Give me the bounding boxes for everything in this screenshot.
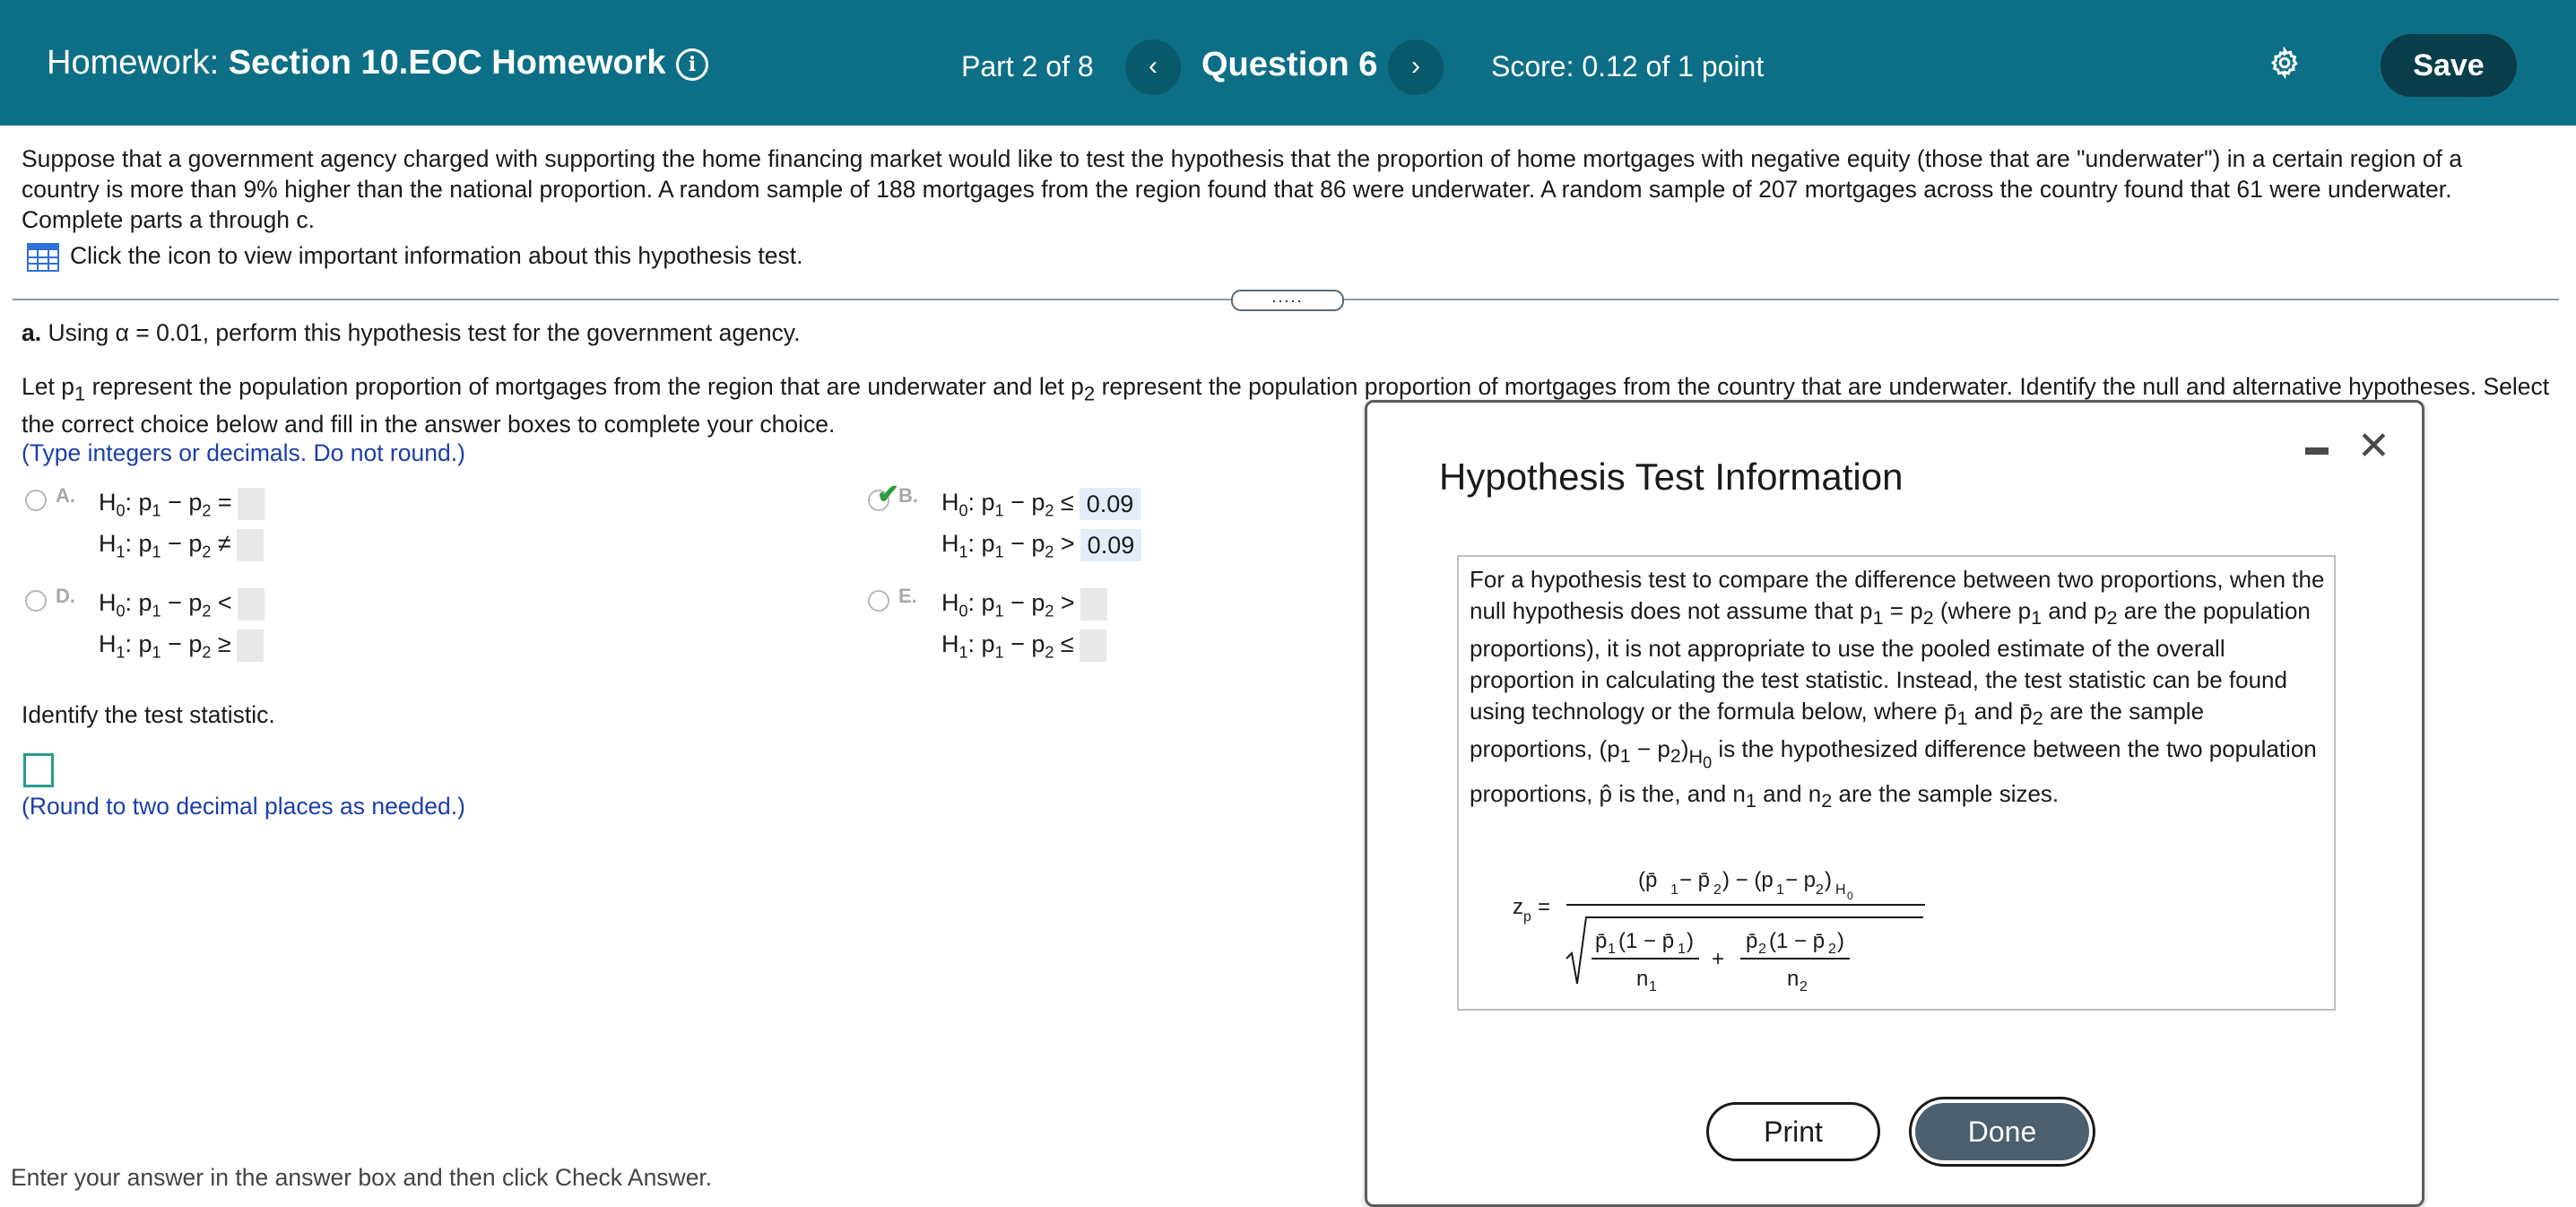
body-6: and p̄ — [1967, 698, 2033, 725]
close-icon[interactable]: ✕ — [2357, 424, 2390, 468]
test-statistic-input[interactable] — [23, 753, 54, 787]
choice-d-h0: $H_0$: $p_1 - p_2$ < — [99, 585, 265, 629]
choice-e-h0-op: > — [1060, 589, 1075, 616]
homework-prefix: Homework: — [47, 44, 220, 82]
svg-text:− p̄: − p̄ — [1679, 868, 1711, 892]
choice-e-h1-box[interactable] — [1080, 630, 1106, 662]
next-question-button[interactable]: › — [1388, 39, 1444, 95]
table-icon[interactable] — [27, 243, 59, 272]
choice-b-h1: $H_1$: $p_1 - p_2 > 0.09$ — [941, 525, 1141, 569]
radio-e[interactable] — [868, 590, 889, 612]
let-text-3: represent the population proportion of mortgages from the country that are underwater. Identify the null and alternative hypotheses. Select the correct choice below and fill in the answer boxes to complete your choice. — [22, 373, 2550, 439]
body-7: are the sample proportions, — [1470, 698, 2205, 763]
let-text-2: represent the population proportion of mortgages from the region that are underwater and let p — [85, 373, 1084, 400]
svg-text:): ) — [1687, 929, 1694, 953]
print-button[interactable]: Print — [1706, 1102, 1880, 1161]
choice-a-h0: $H_0$: $p_1 - p_2$ = — [99, 484, 265, 528]
svg-text:2: 2 — [1816, 882, 1824, 898]
svg-text:(1 − p̄: (1 − p̄ — [1618, 929, 1675, 953]
svg-text:2: 2 — [1713, 882, 1722, 898]
info-text: For a hypothesis test to compare the difference between two proportions, when the null hypothesis does not assume that $p_1 = p_2$ (where $p_1$ and $p_2$ are the population proportions), it is not appropriate to use the pooled estimate of the overall proportion in calculating the test statistic. Instead, the test statistic can be found using technology or the formula below, where $p̄_1$ and $p̄_2$ are the sample proportions, $(p_1 - p_2)_{H_0}$ is the hypothesized difference between the two population proportions, p̂ is the, and $n_1$ and $n_2$ are the sample sizes. — [1470, 566, 2325, 812]
round-hint: (Round to two decimal places as needed.) — [22, 793, 465, 820]
choice-e-label: E. — [898, 585, 917, 607]
body-4: and p — [2042, 597, 2107, 624]
choice-b-label: B. — [898, 484, 918, 507]
question-number: Question 6 — [1201, 46, 1378, 83]
top-header — [0, 0, 2576, 126]
homework-title — [47, 41, 666, 84]
choice-a-label: A. — [56, 484, 75, 507]
svg-text:1: 1 — [1608, 942, 1616, 957]
body-9: and n — [1756, 779, 1822, 807]
svg-text:1: 1 — [1678, 942, 1686, 957]
prev-question-button[interactable]: ‹ — [1125, 39, 1181, 95]
choice-b-h0-op: ≤ — [1060, 489, 1074, 516]
svg-text:p̄: p̄ — [1746, 929, 1758, 953]
body-8: is the hypothesized difference between the two population proportions, p̂ is the, and n — [1470, 735, 2317, 807]
svg-text:0: 0 — [1847, 890, 1853, 902]
choice-e-h0: $H_0$: $p_1 - p_2$ > — [941, 585, 1107, 629]
hypothesis-info-dialog — [1365, 400, 2424, 1207]
svg-text:H: H — [1835, 882, 1846, 898]
identify-test-statistic: Identify the test statistic. — [22, 701, 275, 728]
info-box — [1457, 555, 2336, 1011]
svg-text:p̄: p̄ — [1595, 929, 1608, 953]
svg-text:1: 1 — [1649, 979, 1657, 994]
problem-statement: Suppose that a government agency charged with supporting the home financing market would like to test the hypothesis that the proportion of home mortgages with negative equity (those that are "underwater") in a certain region of a country is more than 9% higher than the national proportion. A random sample of 188 mortgages from the region found that 86 were underwater. A random sample of 207 mortgages across the country found that 61 were underwater. Complete parts a through c. — [22, 145, 2462, 233]
done-label[interactable]: Done — [1915, 1103, 2089, 1160]
choice-d-h1-op: ≥ — [217, 630, 231, 657]
z-formula — [1513, 842, 1943, 994]
choice-a-h0-box[interactable] — [238, 488, 265, 520]
choice-b-h0: $H_0$: $p_1 - p_2 \le 0.09$ — [941, 484, 1141, 528]
dialog-title: Hypothesis Test Information — [1439, 456, 1904, 498]
choice-d-h1: $H_1$: $p_1 - p_2$ ≥ — [99, 626, 264, 670]
body-2: = p — [1883, 597, 1923, 624]
choice-a-h1-box[interactable] — [237, 529, 264, 561]
svg-text:2: 2 — [1758, 942, 1766, 957]
choice-d-h0-box[interactable] — [238, 588, 265, 621]
svg-text:) − (p: ) − (p — [1722, 868, 1774, 892]
svg-text:2: 2 — [1800, 979, 1808, 994]
resize-handle[interactable]: ..... — [1231, 290, 1344, 311]
radio-a[interactable] — [25, 490, 47, 511]
svg-text:n: n — [1636, 967, 1649, 991]
choice-e-h1-op: ≤ — [1060, 630, 1074, 657]
done-button[interactable] — [1909, 1097, 2095, 1167]
choice-e-h0-box[interactable] — [1080, 588, 1107, 621]
part-a-text: Using α = 0.01, perform this hypothesis test for the government agency. — [48, 319, 801, 346]
part-a-label: a. — [22, 319, 42, 346]
save-button[interactable]: Save — [2381, 34, 2517, 97]
footer-instructions: Enter your answer in the answer box and then click Check Answer. — [11, 1164, 713, 1191]
svg-text:=: = — [1538, 895, 1551, 919]
part-a-prompt — [22, 317, 800, 348]
radio-d[interactable] — [25, 590, 47, 612]
minimize-icon[interactable] — [2305, 447, 2329, 455]
svg-text:1: 1 — [1776, 882, 1784, 898]
let-p-instructions: Let $p_1$ represent the population proportion of mortgages from the region that are underwater and let $p_2$ represent the population proportion of mortgages from the country that are underwater. Identify the null and alternative hypotheses. Select the correct choice below and fill in the answer boxes to complete your choice. — [22, 373, 2550, 439]
body-5: are the population proportions), it is not appropriate to use the pooled estimate of the overall proportion in calculating the test statistic. Instead, the test statistic can be found using technology or the formula below, where p̄ — [1470, 597, 2311, 725]
info-link[interactable] — [27, 240, 802, 271]
body-3: (where p — [1933, 597, 2032, 624]
choice-a-h0-op: = — [217, 489, 232, 516]
score-text: Score: 0.12 of 1 point — [1491, 50, 1765, 82]
choice-b-h1-box[interactable]: 0.09 — [1080, 529, 1142, 561]
body-10: are the sample sizes. — [1832, 779, 2060, 807]
settings-gear-icon[interactable] — [2268, 47, 2301, 79]
svg-text:): ) — [1837, 929, 1844, 953]
svg-text:+: + — [1712, 947, 1725, 971]
choice-a-h1: $H_1$: $p_1 - p_2$ ≠ — [99, 525, 264, 569]
svg-text:n: n — [1787, 967, 1800, 991]
choice-d-h1-box[interactable] — [237, 630, 264, 662]
let-text-1: Let p — [22, 373, 74, 400]
svg-text:2: 2 — [1828, 942, 1836, 957]
choice-d-label: D. — [56, 585, 75, 607]
choice-a-h1-op: ≠ — [217, 530, 231, 557]
part-indicator: Part 2 of 8 — [961, 50, 1094, 82]
choice-b-h0-box[interactable]: 0.09 — [1080, 488, 1141, 520]
choice-e-h1: $H_1$: $p_1 - p_2$ ≤ — [941, 626, 1106, 670]
body-1: For a hypothesis test to compare the difference between two proportions, when the null hypothesis does not assume that p — [1470, 566, 2325, 624]
choice-b-h1-op: > — [1060, 530, 1075, 557]
svg-text:z: z — [1513, 895, 1523, 919]
svg-text:(1 − p̄: (1 − p̄ — [1769, 929, 1826, 953]
svg-text:p: p — [1523, 909, 1531, 925]
homework-name: Section 10.EOC Homework — [228, 44, 666, 82]
svg-text:1: 1 — [1670, 882, 1678, 898]
type-hint: (Type integers or decimals. Do not round.) — [22, 439, 465, 466]
svg-text:− p: − p — [1785, 868, 1817, 892]
info-link-text[interactable]: Click the icon to view important information about this hypothesis test. — [70, 242, 803, 269]
svg-text:(p̄: (p̄ — [1638, 868, 1658, 892]
info-icon[interactable]: i — [676, 48, 708, 81]
choice-d-h0-op: < — [217, 589, 232, 616]
svg-text:): ) — [1825, 868, 1832, 892]
checkmark-icon: ✔ — [877, 480, 900, 509]
